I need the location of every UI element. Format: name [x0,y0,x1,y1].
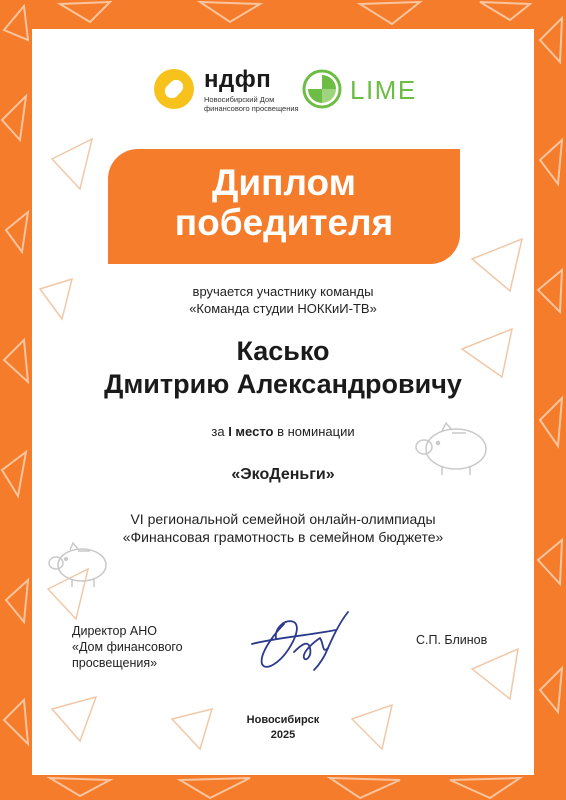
signer-name: С.П. Блинов [416,633,488,647]
director-line-3: просвещения» [72,656,158,670]
diploma-title [108,163,460,243]
recipient-line-1: Касько [236,336,330,366]
award-place: I место [228,424,274,439]
ndfp-logo-name: ндфп [204,66,272,93]
director-line-2: «Дом финансового [72,640,183,654]
piggy-bank-icon [412,419,496,479]
signature-image [244,604,354,674]
title-line-1: Диплом [212,162,356,203]
recipient-line-2: Дмитрию Александровичу [104,369,462,399]
director-line-1: Директор АНО [72,624,158,638]
year: 2025 [270,729,296,741]
diploma-sheet [32,29,534,775]
piggy-bank-icon [44,539,114,591]
olympiad-line-1: VI региональной семейной онлайн-олимпиады [130,511,436,527]
nomination-title: «ЭкоДеньги» [231,466,335,483]
presented-to-text [32,283,534,317]
award-prefix: за [211,424,225,439]
place-and-year [32,713,534,743]
lime-logo-icon [302,69,342,109]
presented-line-1: вручается участнику команды [192,284,374,299]
ndfp-logo-subtitle: Новосибирский Дом финансового просвещения [204,95,299,113]
lime-logo-name: LIME [350,75,417,105]
director-title [72,623,222,671]
olympiad-line-2: «Финансовая грамотность в семейном бюджете» [122,529,444,545]
presented-line-2: «Команда студии НОККиИ-ТВ» [189,301,377,316]
award-suffix: в номинации [277,424,355,439]
city-name: Новосибирск [246,714,320,726]
recipient-name [32,335,534,401]
logo-row [32,66,534,129]
ndfp-logo-icon [154,69,194,109]
title-line-2: победителя [174,202,394,243]
title-banner [108,149,460,264]
